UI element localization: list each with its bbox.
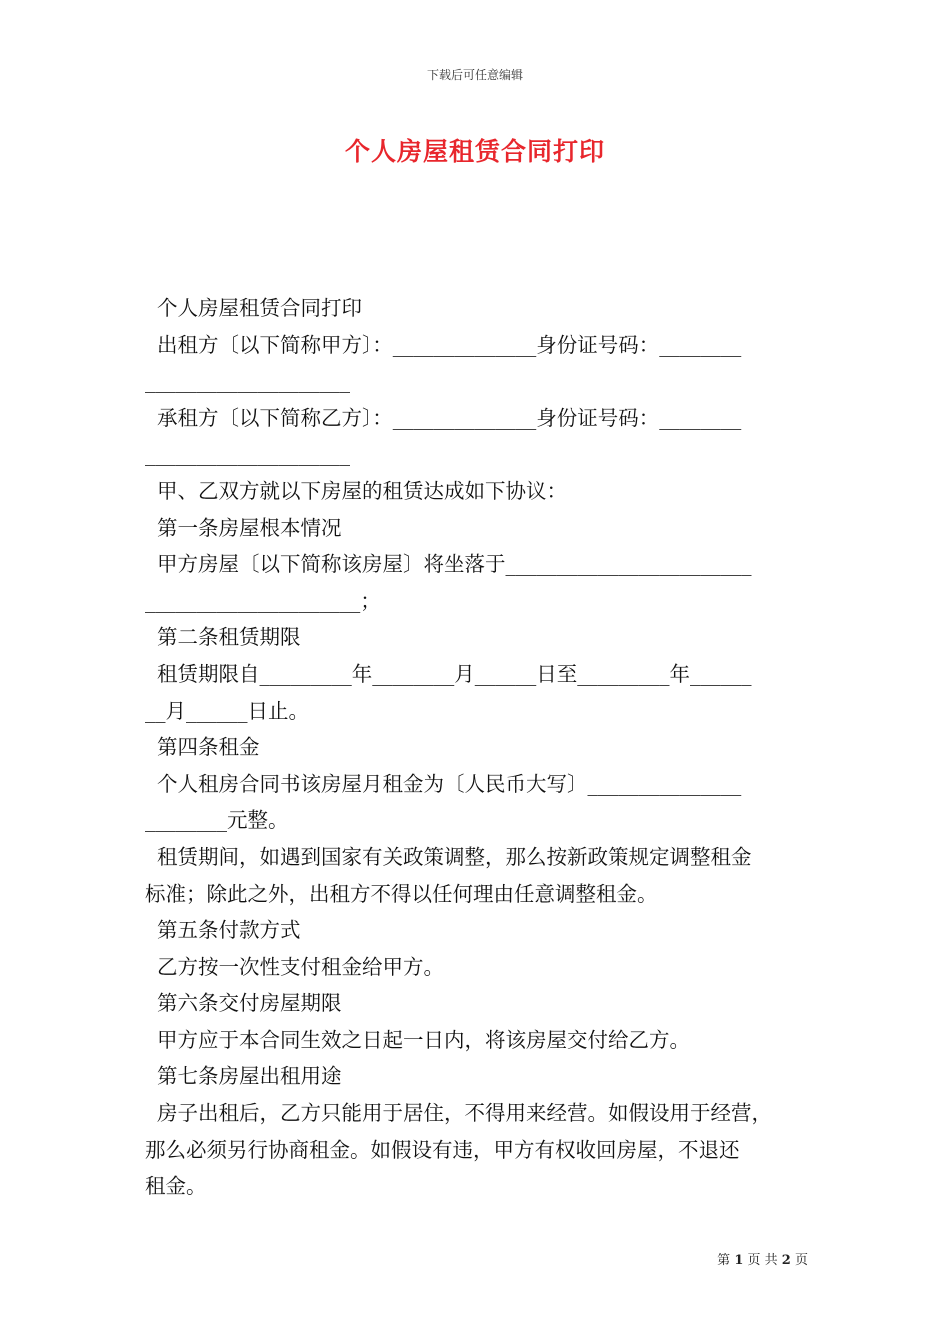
footer-total-pages: 2 xyxy=(781,1253,791,1268)
footer-current-page: 1 xyxy=(734,1253,744,1268)
body-line: 乙方按一次性支付租金给甲方。 xyxy=(157,954,444,979)
body-line: 承租方〔以下简称乙方〕：______________身份证号码：________ xyxy=(157,405,742,430)
body-line: 出租方〔以下简称甲方〕：______________身份证号码：________ xyxy=(157,332,742,357)
footer-middle: 页 共 xyxy=(747,1253,778,1268)
body-line: 标准；除此之外，出租方不得以任何理由任意调整租金。 xyxy=(145,881,658,906)
document-body xyxy=(145,290,810,1205)
header-note: 下载后可任意编辑 xyxy=(426,68,523,82)
body-line: 房子出租后，乙方只能用于居住，不得用来经营。如假设用于经营， xyxy=(157,1101,772,1126)
body-line: ____________________ xyxy=(145,369,350,394)
section-heading: 第二条租赁期限 xyxy=(157,625,301,650)
body-line: 租金。 xyxy=(145,1174,207,1199)
section-heading: 第六条交付房屋期限 xyxy=(157,991,342,1016)
page-footer xyxy=(717,1249,808,1268)
body-line: ________元整。 xyxy=(145,808,289,833)
body-line: 甲方房屋〔以下简称该房屋〕将坐落于________________________ xyxy=(157,552,752,577)
body-line: 甲方应于本合同生效之日起一日内，将该房屋交付给乙方。 xyxy=(157,1027,690,1052)
section-heading: 第七条房屋出租用途 xyxy=(157,1064,342,1089)
body-line: _____________________； xyxy=(145,588,381,613)
section-heading: 第一条房屋根本情况 xyxy=(157,515,342,540)
body-line: 甲、乙双方就以下房屋的租赁达成如下协议： xyxy=(157,478,567,503)
document-title: 个人房屋租赁合同打印 xyxy=(344,137,605,166)
body-line: 那么必须另行协商租金。如假设有违，甲方有权收回房屋，不退还 xyxy=(145,1137,740,1162)
body-line: 个人租房合同书该房屋月租金为〔人民币大写〕_______________ xyxy=(157,771,742,796)
footer-suffix: 页 xyxy=(794,1253,808,1268)
body-line: ____________________ xyxy=(145,442,350,467)
body-line: 个人房屋租赁合同打印 xyxy=(157,296,362,320)
body-line: 租赁期限自_________年________月______日至_________年______ xyxy=(157,661,752,686)
body-line: __月______日止。 xyxy=(145,698,309,723)
footer-prefix: 第 xyxy=(717,1253,731,1268)
section-heading: 第四条租金 xyxy=(157,735,260,760)
body-line: 租赁期间，如遇到国家有关政策调整，那么按新政策规定调整租金 xyxy=(157,844,752,869)
section-heading: 第五条付款方式 xyxy=(157,918,301,943)
